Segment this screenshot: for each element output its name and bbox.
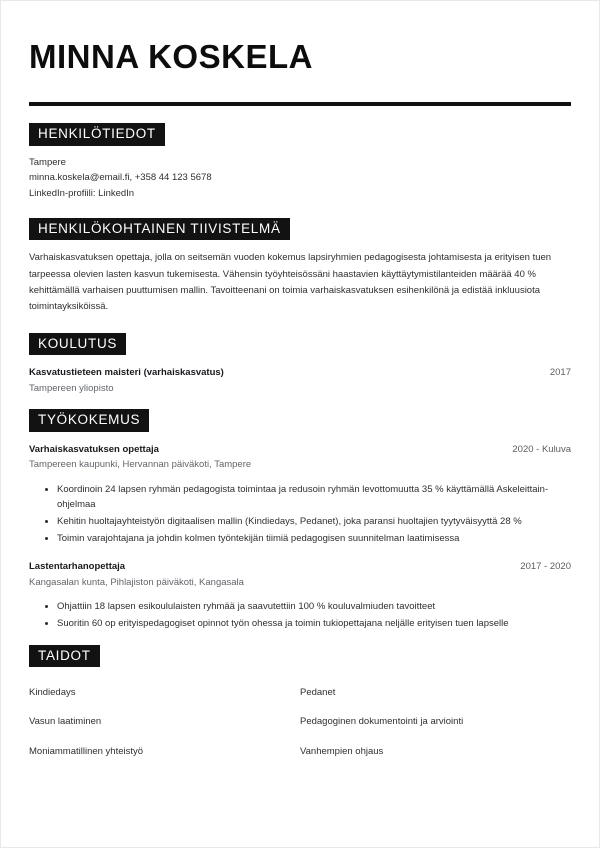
list-item: Ohjattiin 18 lapsen esikoululaisten ryhmää ja saavutettiin 100 % kouluvalmiuden tavoitteet [29,599,571,615]
list-item: Kehitin huoltajayhteistyön digitaalisen mallin (Kindiedays, Pedanet), joka paransi huoltajien tyytyväisyyttä 28 % [29,514,571,530]
list-item: Suoritin 60 op erityispedagogiset opinnot työn ohessa ja toimin tukiopettajana neljälle erityisen tuen lapselle [29,616,571,632]
education-entry [29,366,571,396]
skill-item: Vanhempien ohjaus [300,745,384,757]
section-education [29,333,571,396]
skill-item: Pedagoginen dokumentointi ja arviointi [300,716,464,728]
skill-item: Moniammatillinen yhteistyö [29,745,144,757]
education-date: 2017 [549,367,571,379]
experience-entry [29,560,571,631]
skill-item: Vasun laatiminen [29,716,102,728]
section-experience [29,409,571,631]
contact-email-phone: minna.koskela@email.fi, +358 44 123 5678 [29,172,212,184]
education-institution: Tampereen yliopisto [29,382,114,394]
section-heading-skills: TAIDOT [29,645,100,668]
header-divider [29,102,571,106]
experience-employer: Kangasalan kunta, Pihlajiston päiväkoti, Kangasala [29,576,244,588]
experience-bullet-list [29,599,571,631]
experience-employer: Tampereen kaupunki, Hervannan päiväkoti, Tampere [29,459,252,471]
experience-entry [29,443,571,547]
skill-item: Kindiedays [29,687,76,699]
skills-grid [29,678,571,766]
section-summary [29,218,571,316]
experience-job-title: Lastentarhanopettaja [29,561,126,573]
page-title: MINNA KOSKELA [29,38,313,75]
contact-details [29,155,571,201]
education-entry-header [29,366,571,380]
education-degree: Kasvatustieteen maisteri (varhaiskasvatus) [29,367,224,379]
experience-date: 2017 - 2020 [520,561,571,573]
contact-linkedin[interactable]: LinkedIn-profiili: LinkedIn [29,187,135,199]
section-heading-experience: TYÖKOKEMUS [29,409,149,432]
summary-text: Varhaiskasvatuksen opettaja, jolla on seitsemän vuoden kokemus lapsiryhmien pedagogisesta johtamisesta ja erityisen tuen tarpeessa olevien lasten kasvun tukemisesta. Vähensin työyhteisössäni haastavien käyttäytymistilanteiden määrää 40 % kehittämällä varhaisen puuttumisen mallin. Tavoitteenani on toimia varhaiskasvatuksen esihenkilönä ja edistää inkluusiota toimintayksiköissä. [29,252,552,313]
experience-date: 2020 - Kuluva [512,443,571,455]
list-item: Toimin varajohtajana ja johdin kolmen työntekijän tiimiä pedagogisen suunnitelman laatimisessa [29,531,571,547]
skill-item: Pedanet [300,687,336,699]
list-item: Koordinoin 24 lapsen ryhmän pedagogista toimintaa ja redusoin ryhmän levottomuutta 35 % käyttämällä Askeleittain-ohjelmaa [29,482,571,513]
section-skills [29,645,571,766]
contact-location: Tampere [29,156,66,168]
section-heading-contact: HENKILÖTIEDOT [29,123,165,146]
section-heading-summary: HENKILÖKOHTAINEN TIIVISTELMÄ [29,218,290,241]
experience-bullet-list [29,482,571,547]
experience-job-title: Varhaiskasvatuksen opettaja [29,443,159,455]
experience-entry-header [29,560,571,574]
experience-entry-header [29,443,571,457]
section-contact [29,123,571,201]
section-heading-education: KOULUTUS [29,333,126,356]
